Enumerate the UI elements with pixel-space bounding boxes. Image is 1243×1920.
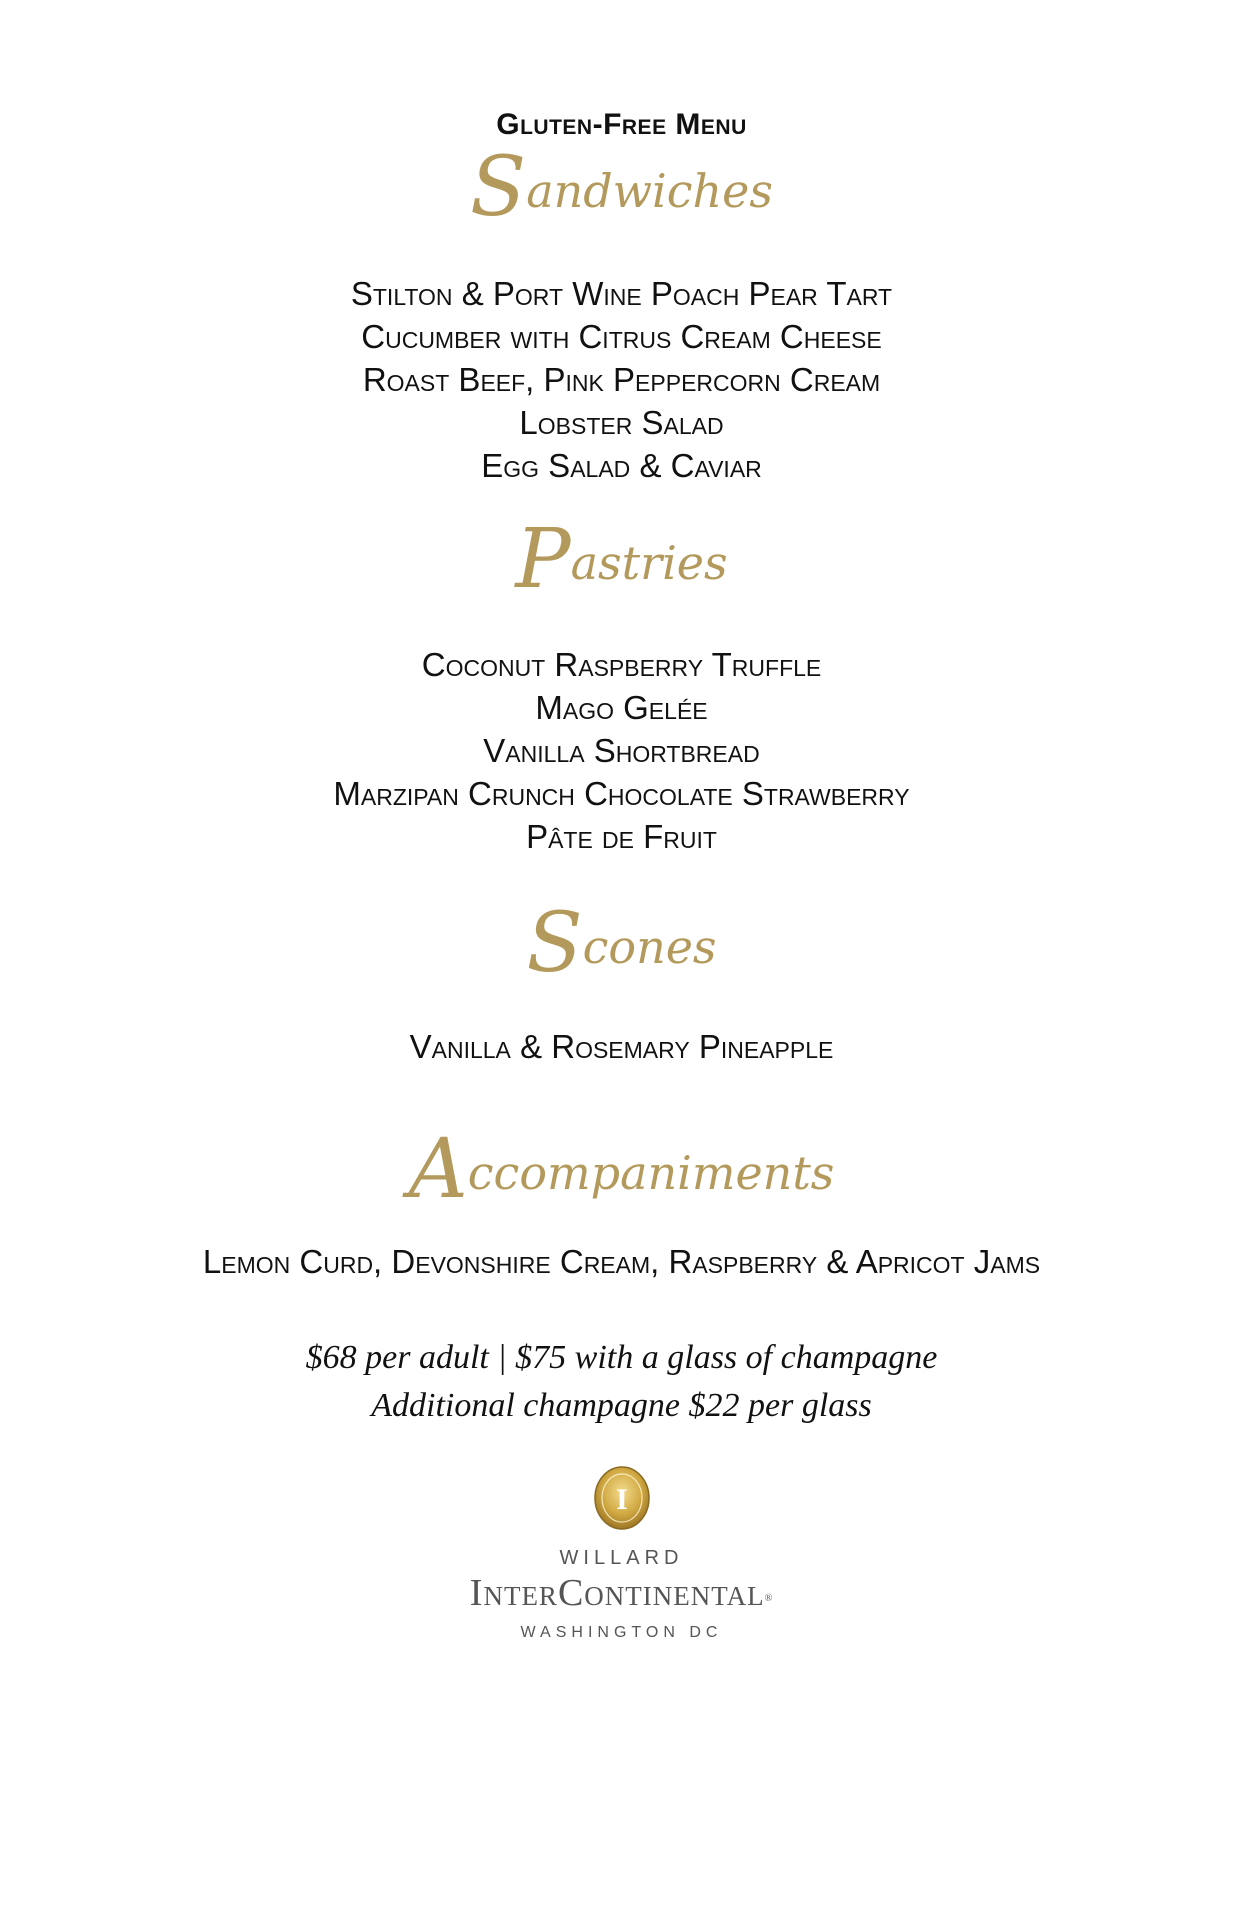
- heading-initial: A: [408, 1122, 468, 1217]
- logo-location: WASHINGTON DC: [520, 1624, 723, 1641]
- heading-rest: astries: [570, 536, 728, 590]
- sandwiches-list: [0, 272, 1243, 487]
- heading-rest: cones: [582, 920, 717, 974]
- emblem-letter: I: [615, 1483, 628, 1516]
- heading-initial: S: [470, 140, 527, 235]
- list-item: Cucumber with Citrus Cream Cheese: [361, 318, 882, 355]
- section-heading-pastries: [0, 512, 1243, 607]
- menu-title: Gluten-Free Menu: [496, 108, 747, 141]
- list-item: Coconut Raspberry Truffle: [421, 646, 822, 683]
- logo-willard: WILLARD: [559, 1547, 684, 1569]
- list-item: Lemon Curd, Devonshire Cream, Raspberry & Apricot Jams: [202, 1243, 1041, 1280]
- pastries-list: [0, 643, 1243, 858]
- list-item: Roast Beef, Pink Peppercorn Cream: [362, 361, 881, 398]
- logo-intercontinental: [0, 1571, 1243, 1621]
- registered-mark: ®: [764, 1593, 774, 1604]
- list-item: Stilton & Port Wine Poach Pear Tart: [350, 275, 893, 312]
- accompaniments-list: [0, 1240, 1243, 1283]
- list-item: Pâte de Fruit: [526, 818, 717, 855]
- list-item: Vanilla & Rosemary Pineapple: [409, 1028, 834, 1065]
- logo-brand-text: InterContinental: [469, 1572, 765, 1614]
- intercontinental-emblem-icon: [592, 1465, 652, 1531]
- section-heading-scones: [0, 896, 1243, 991]
- list-item: Marzipan Crunch Chocolate Strawberry: [333, 775, 910, 812]
- hotel-logo: [0, 1465, 1243, 1645]
- list-item: Vanilla Shortbread: [483, 732, 760, 769]
- section-heading-accompaniments: [0, 1122, 1243, 1217]
- heading-initial: S: [526, 896, 583, 991]
- section-heading-sandwiches: [0, 140, 1243, 235]
- scones-list: [0, 1025, 1243, 1068]
- pricing-line-1: $68 per adult | $75 with a glass of champagne: [305, 1339, 938, 1376]
- heading-rest: andwiches: [526, 164, 773, 218]
- pricing-line-2: Additional champagne $22 per glass: [371, 1387, 872, 1424]
- list-item: Egg Salad & Caviar: [481, 447, 762, 484]
- list-item: Lobster Salad: [519, 404, 724, 441]
- heading-initial: P: [515, 512, 571, 607]
- list-item: Mago Gelée: [535, 689, 708, 726]
- heading-rest: ccompaniments: [467, 1146, 835, 1200]
